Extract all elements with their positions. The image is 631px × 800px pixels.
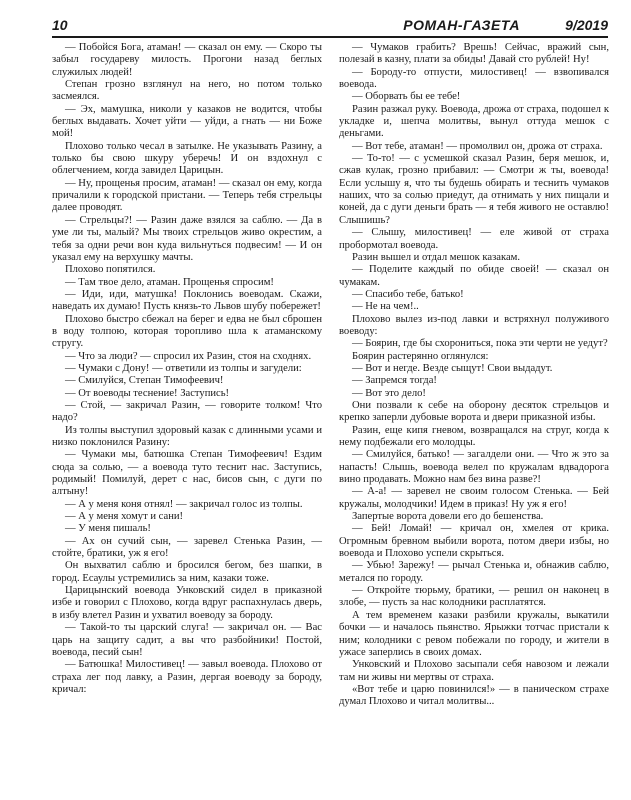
paragraph: — Стрельцы?! — Разин даже взялся за саблю. — Да в уме ли ты, малый? Мы твоих стрельцов живо окрестим, а тебя за одни речи вон куда вильнуться подвесим! — И он указал ему на верхушку мачты. (52, 214, 322, 263)
paragraph: Запертые ворота довели его до бешенства. (352, 511, 544, 523)
paragraph: — У меня пишаль! (65, 523, 151, 535)
paragraph: Он выхватил саблю и бросился бегом, без шапки, в город. Есаулы устремились за ним, казаки тоже. (52, 560, 322, 584)
paragraph: — То-то! — с усмешкой сказал Разин, беря мешок, и, сжав кулак, грозно прибавил: — Смотри ж ты, воевода! Если услышу я, что ты будешь обирать и теснить чумаков наших, что за солью приедут, да отнимать у них пищали и коней, да с дуги деньги брать — я тебя живого не оставлю! Слышишь? (339, 153, 609, 226)
paragraph: Они позвали к себе на оборону десяток стрельцов и крепко заперли дубовые ворота и двери приказной избы. (339, 399, 609, 424)
paragraph: — Ах он сучий сын, — заревел Стенька Разин, — стойте, братики, уж я его! (52, 535, 322, 560)
paragraph: «Вот тебе и царю повинился!» — в паническом страхе думал Плохово и читал молитвы... (339, 683, 609, 708)
paragraph: Плохово только чесал в затылке. Не указывать Разину, а только бы свою шкуру уберечь! И он вздохнул с облегчением, когда завидел Царицын. (52, 140, 322, 177)
paragraph: — Боярин, где бы схорониться, пока эти черти не уедут? (352, 338, 608, 350)
paragraph: Плохово вылез из-под лавки и встряхнул полуживого воеводу: (339, 313, 609, 337)
paragraph: — Запремся тогда! (352, 375, 437, 387)
paragraph: Боярин растерянно оглянулся: (352, 350, 489, 362)
paragraph: — Чумаки мы, батюшка Степан Тимофеевич! Ездим сюда за солью, — а воевода туто теснит нас. Заступись, родимый! Помилуй, дерет с нас, бисов сын, с дуги по алтыну! (52, 449, 322, 498)
paragraph: Разин разжал руку. Воевода, дрожа от страха, подошел к укладке и, шепча молитвы, вынул оттуда мешок с деньгами. (339, 103, 609, 140)
paragraph: Разин вышел и отдал мешок казакам. (352, 251, 521, 263)
paragraph: — Чумаки с Дону! — ответили из толпы и загудели: (65, 362, 302, 374)
paragraph: Степан грозно взглянул на него, но потом только засмеялся. (52, 79, 322, 103)
paragraph: — От воеводы теснение! Заступись! (65, 387, 230, 399)
paragraph: Из толпы выступил здоровый казак с длинными усами и низко поклонился Разину: (52, 424, 322, 448)
paragraph: — Иди, иди, матушка! Поклонись воеводам. Скажи, наведать их думаю! Пусть князь-то Львов шубу побережет! (52, 288, 322, 313)
paragraph: — Эх, мамушка, николи у казаков не водится, чтобы беглых выдавать. Хочет уйти — уйди, а гнать — ни Боже мой! (52, 103, 322, 140)
paragraph: — А-а! — заревел не своим голосом Стенька. — Бей кружалы, молодчики! Идем в приказ! Ну уж я его! (339, 486, 609, 510)
paragraph: — Поделите каждый по обиде своей! — сказал он чумакам. (339, 264, 609, 288)
paragraph: — Вот тебе, атаман! — промолвил он, дрожа от страха. (352, 140, 603, 152)
paragraph: — Смилуйся, Степан Тимофеевич! (65, 375, 224, 387)
paragraph: — Вот и негде. Везде сыщут! Свои выдадут. (352, 362, 553, 374)
paragraph: — Что за люди? — спросил их Разин, стоя на сходнях. (65, 350, 312, 362)
left-column (52, 42, 322, 696)
paragraph: — Оборвать бы ее тебе! (352, 91, 461, 103)
paragraph: — А у меня хомут и сани! (65, 511, 184, 523)
paragraph: А тем временем казаки разбили кружалы, выкатили бочки — и началось пьянство. Ярыжки тотчас пристали к ним; колодники с ревом побежали по городу, и жители в ужасе заперлись в своих домах. (339, 609, 609, 658)
paragraph: — Ну, прощенья просим, атаман! — сказал он ему, когда причалили к городской пристани. — Теперь тебя стрельцы далее проводят. (52, 177, 322, 214)
paragraph: — Батюшка! Милостивец! — завыл воевода. Плохово от страха лег под лавку, а Разин, дергая воеводу за бороду, кричал: (52, 659, 322, 695)
right-column (339, 42, 609, 709)
paragraph: — А у меня коня отнял! — закричал голос из толпы. (65, 498, 303, 510)
paragraph: — Такой-то ты царский слуга! — закричал он. — Вас царь на защиту садит, а вы что разбойники! Постой, воевода, песий сын! (52, 622, 322, 658)
paragraph: — Стой, — закричал Разин, — говорите толком! Что надо? (52, 399, 322, 424)
paragraph: Царицынский воевода Унковский сидел в приказной избе и говорил с Плохово, когда вдруг распахнулась дверь, в избу влетел Разин и ухватил воеводу за бороду. (52, 585, 322, 621)
page-header (52, 14, 608, 38)
paragraph: Плохово попятился. (65, 264, 156, 276)
paragraph: — Бороду-то отпусти, милостивец! — взвопивался воевода. (339, 66, 609, 91)
paragraph: Плохово быстро сбежал на берег и едва не был сброшен в воду толпою, которая торопливо шла к атаманскому стругу. (52, 313, 322, 350)
magazine-title: РОМАН-ГАЗЕТА (403, 17, 520, 33)
page-number: 10 (52, 17, 68, 33)
paragraph: — Чумаков грабить? Врешь! Сейчас, вражий сын, полезай в казну, плати за обиды! Давай сто рублей! Ну! (339, 42, 609, 66)
paragraph: — Слышу, милостивец! — еле живой от страха пробормотал воевода. (339, 227, 609, 251)
paragraph: — Там твое дело, атаман. Прощенья спросим! (65, 276, 274, 288)
paragraph: Разин, еще кипя гневом, возвращался на струг, когда к нему подбежали его молодцы. (339, 424, 609, 448)
paragraph: — Убью! Зарежу! — рычал Стенька и, обнажив саблю, метался по городу. (339, 560, 609, 584)
paragraph: — Вот это дело! (352, 387, 426, 399)
paragraph: — Бей! Ломай! — кричал он, хмелея от крика. Огромным бревном выбили ворота, потом двери избы, но воевода и Плохово успели скрыться. (339, 523, 609, 560)
paragraph: — Откройте тюрьму, братики, — решил он наконец в злобе, — пусть за нас колодники расплатятся. (339, 585, 609, 609)
paragraph: — Побойся Бога, атаман! — сказал он ему. — Скоро ты забыл государеву милость. Прогони назад беглых служилых людей! (52, 42, 322, 78)
paragraph: Унковский и Плохово засыпали себя навозом и лежали там ни живы ни мертвы от страха. (339, 659, 609, 683)
paragraph: — Спасибо тебе, батько! (352, 288, 464, 300)
paragraph: — Не на чем!.. (352, 301, 419, 313)
issue-number: 9/2019 (565, 17, 608, 33)
paragraph: — Смилуйся, батько! — загалдели они. — Что ж это за напасть! Слышь, воевода велел по кружалам вдвадорога вино продавать. Можно нам без вина разве?! (339, 449, 609, 486)
